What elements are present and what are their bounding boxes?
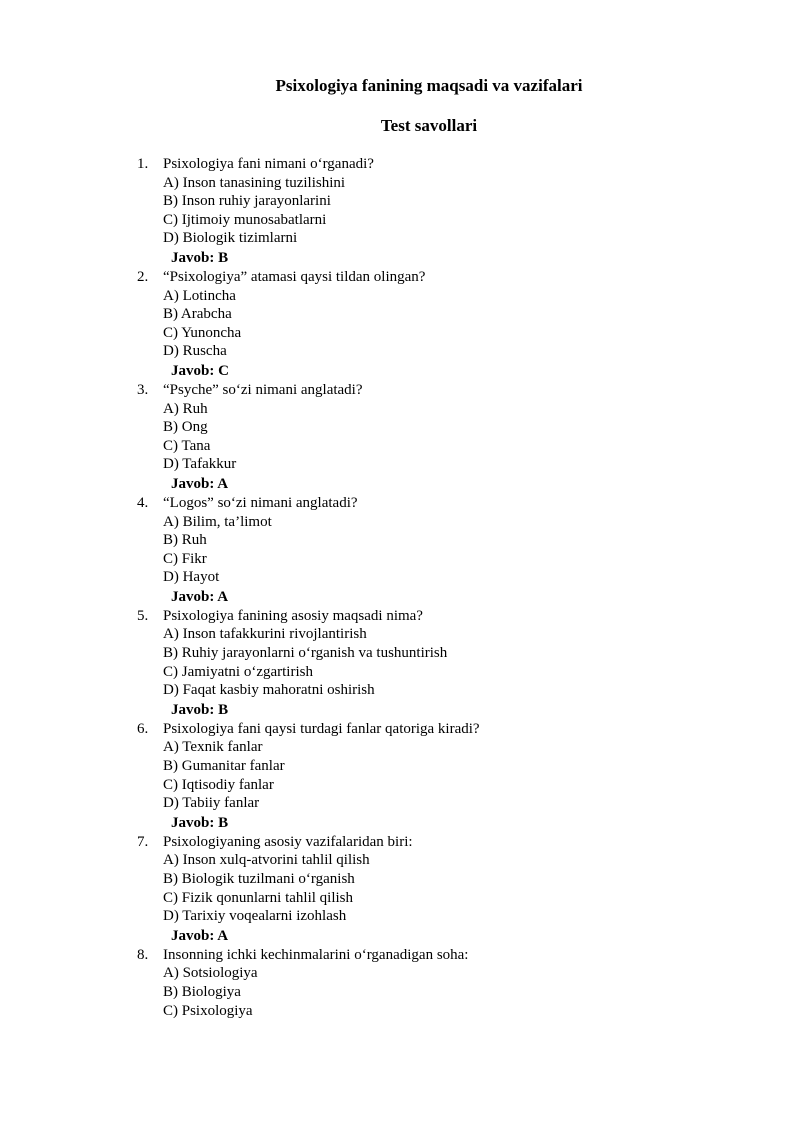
question-item [0,155,800,268]
answer-option: A) Texnik fanlar [163,739,263,756]
question-item [0,720,800,833]
answer-option: B) Biologik tuzilmani o‘rganish [163,871,355,887]
answer-option: A) Inson tanasining tuzilishini [163,174,346,191]
answer-option: C) Psixologiya [163,1002,253,1019]
correct-answer: Javob: A [171,927,229,944]
question-text: “Psyche” so‘zi nimani anglatadi? [163,381,363,398]
answer-option: D) Ruscha [163,343,227,360]
correct-answer: Javob: C [171,362,229,379]
answer-option: C) Yunoncha [163,324,242,341]
answer-option: A) Sotsiologiya [163,965,258,982]
answer-option: D) Tafakkur [163,456,237,473]
question-text: Psixologiya fanining asosiy maqsadi nima? [163,607,423,624]
answer-option: B) Ruh [163,532,207,549]
answer-option: C) Fizik qonunlarni tahlil qilish [163,889,353,906]
answer-option: B) Biologiya [163,983,241,1000]
correct-answer: Javob: B [171,249,229,266]
question-text: “Psixologiya” atamasi qaysi tildan olingan? [163,268,426,285]
question-item [0,381,800,494]
answer-option: D) Tarixiy voqealarni izohlash [163,908,347,925]
question-list [0,155,800,1020]
answer-option: A) Bilim, ta’limot [163,513,272,530]
question-number: 6. [137,720,149,737]
question-number: 4. [137,494,149,511]
question-number: 2. [137,268,149,285]
question-item [0,268,800,381]
question-number: 7. [137,833,149,850]
answer-option: C) Jamiyatni o‘zgartirish [163,663,313,680]
answer-option: B) Inson ruhiy jarayonlarini [163,193,331,210]
question-item [0,607,800,720]
question-item [0,833,800,946]
answer-option: A) Inson tafakkurini rivojlantirish [163,626,367,643]
answer-option: C) Iqtisodiy fanlar [163,776,274,793]
correct-answer: Javob: A [171,588,229,605]
question-number: 3. [137,381,149,398]
correct-answer: Javob: B [171,814,229,831]
correct-answer: Javob: A [171,475,229,492]
answer-option: C) Tana [163,437,211,454]
answer-option: D) Biologik tizimlarni [163,230,298,247]
question-text: Psixologiya fani qaysi turdagi fanlar qatoriga kiradi? [163,720,480,737]
answer-option: A) Ruh [163,400,208,417]
question-text: Psixologiyaning asosiy vazifalaridan biri: [163,833,413,850]
answer-option: D) Hayot [163,569,220,586]
answer-option: D) Tabiiy fanlar [163,795,260,812]
document-title: Psixologiya fanining maqsadi va vazifalari [275,76,583,95]
answer-option: C) Ijtimoiy munosabatlarni [163,211,327,228]
answer-option: A) Lotincha [163,287,236,304]
answer-option: D) Faqat kasbiy mahoratni oshirish [163,682,375,699]
document-subtitle: Test savollari [380,116,478,135]
answer-option: C) Fikr [163,550,207,567]
answer-option: B) Ong [163,419,208,436]
question-number: 8. [137,946,149,963]
question-text: “Logos” so‘zi nimani anglatadi? [163,494,358,511]
question-number: 1. [137,156,149,172]
question-text: Insonning ichki kechinmalarini o‘rganadigan soha: [163,946,469,963]
question-number: 5. [137,607,149,624]
question-item [0,494,800,607]
answer-option: B) Gumanitar fanlar [163,758,285,775]
correct-answer: Javob: B [171,701,229,718]
answer-option: B) Arabcha [163,306,232,323]
question-item [0,946,800,1020]
question-text: Psixologiya fani nimani o‘rganadi? [163,156,374,172]
answer-option: A) Inson xulq-atvorini tahlil qilish [163,852,370,869]
answer-option: B) Ruhiy jarayonlarni o‘rganish va tushuntirish [163,645,448,662]
